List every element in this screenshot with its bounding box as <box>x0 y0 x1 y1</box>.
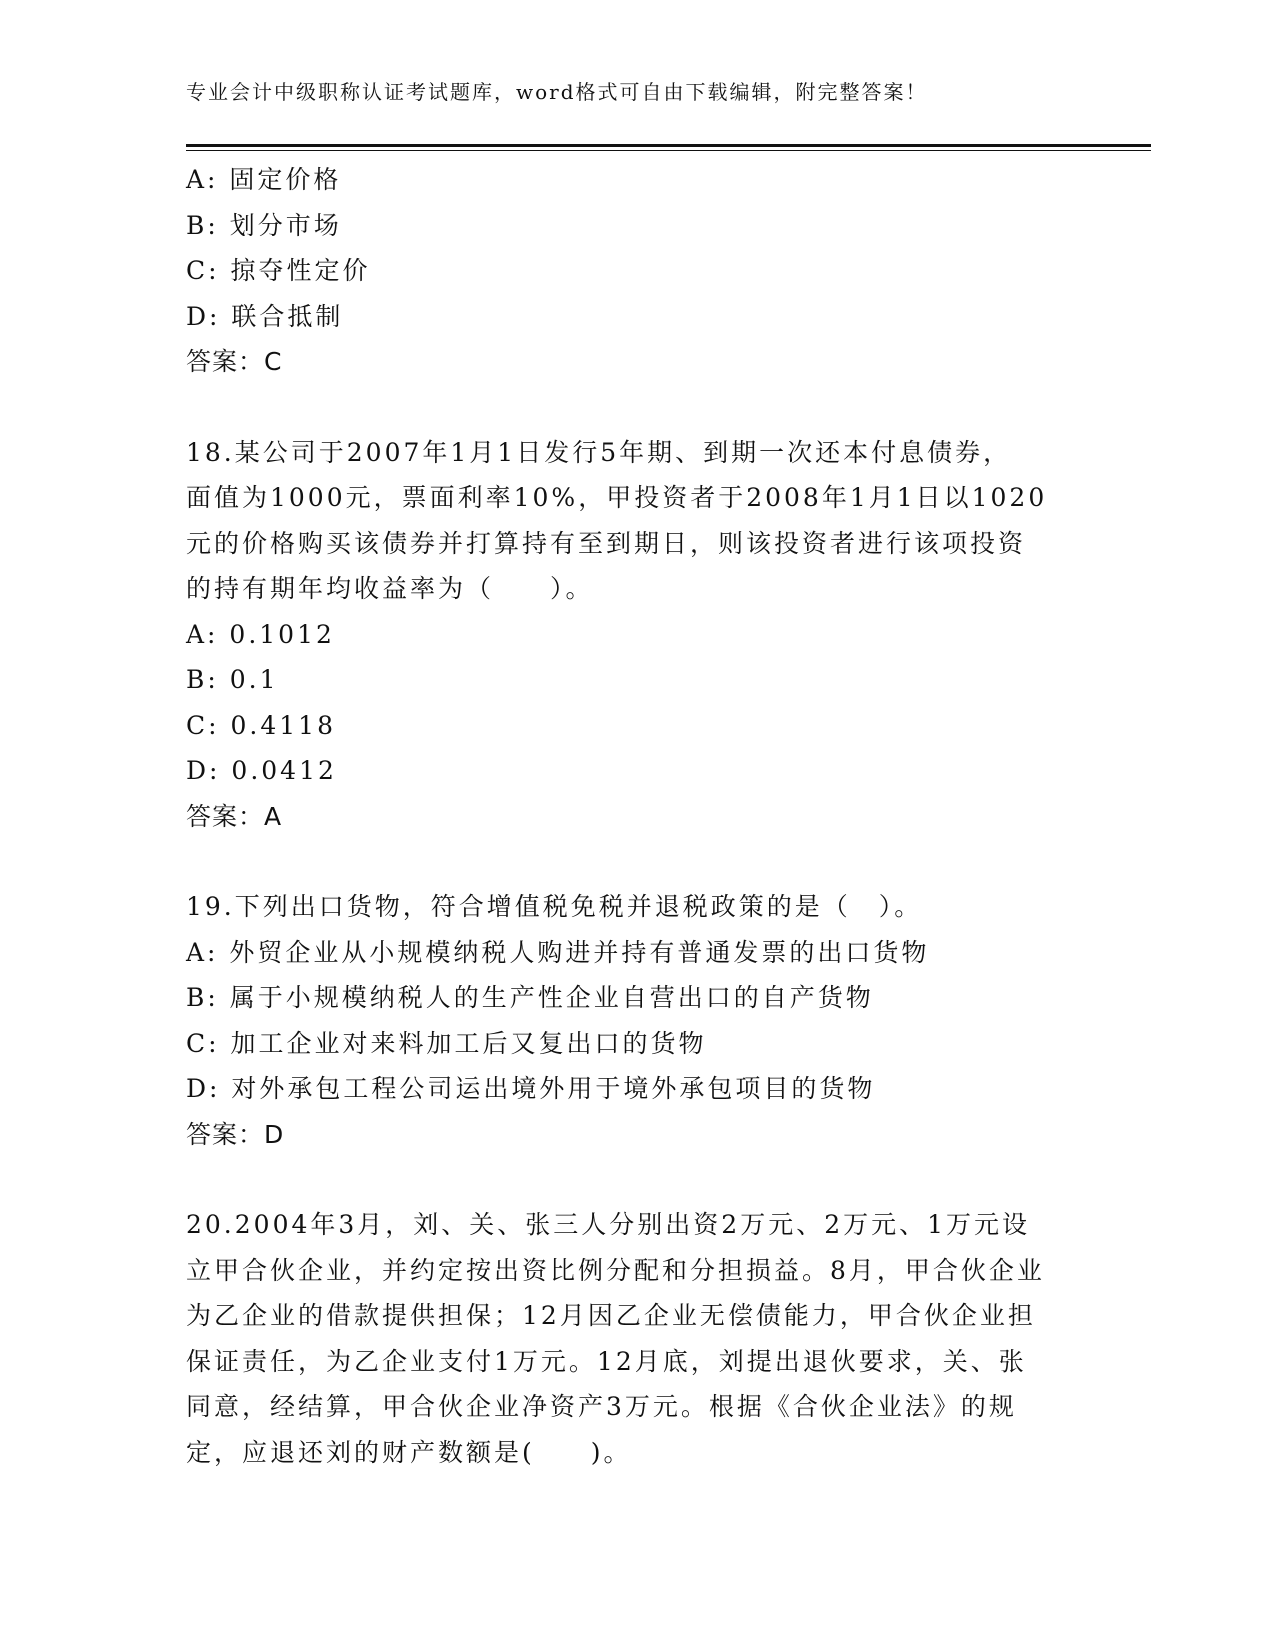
option-c: C: 0.4118 <box>186 710 336 740</box>
question-stem-line: 保证责任，为乙企业支付1万元。12月底，刘提出退伙要求，关、张 <box>186 1346 1027 1376</box>
option-c: C: 加工企业对来料加工后又复出口的货物 <box>186 1028 707 1058</box>
question-19 <box>186 884 1086 1157</box>
question-stem-line: 19.下列出口货物，符合增值税免税并退税政策的是（ ）。 <box>186 892 923 921</box>
answer-line: 答案：D <box>186 1119 285 1149</box>
option-b: B: 划分市场 <box>186 210 342 240</box>
question-18 <box>186 430 1086 840</box>
question-content <box>186 157 1086 1475</box>
option-a: A: 外贸企业从小规模纳税人购进并持有普通发票的出口货物 <box>186 937 930 967</box>
option-a: A: 0.1012 <box>186 619 335 649</box>
question-17 <box>186 157 1086 385</box>
question-20 <box>186 1202 1086 1475</box>
header-rule-thick <box>186 144 1151 147</box>
option-c: C: 掠夺性定价 <box>186 256 371 285</box>
spacer <box>186 385 1086 430</box>
option-b: B: 0.1 <box>186 665 279 694</box>
question-stem-line: 同意，经结算，甲合伙企业净资产3万元。根据《合伙企业法》的规 <box>186 1392 1017 1421</box>
question-stem-line: 20.2004年3月，刘、关、张三人分别出资2万元、2万元、1万元设 <box>186 1210 1031 1239</box>
question-stem-line: 的持有期年均收益率为（ ）。 <box>186 574 594 603</box>
spacer <box>186 839 1086 884</box>
option-d: D: 对外承包工程公司运出境外用于境外承包项目的货物 <box>186 1074 876 1103</box>
option-d: D: 0.0412 <box>186 756 337 785</box>
question-stem-line: 为乙企业的借款提供担保；12月因乙企业无偿债能力，甲合伙企业担 <box>186 1301 1036 1330</box>
option-a: A: 固定价格 <box>186 165 342 194</box>
question-stem-line: 18.某公司于2007年1月1日发行5年期、到期一次还本付息债券， <box>186 437 1012 467</box>
question-stem-line: 面值为1000元，票面利率10%，甲投资者于2008年1月1日以1020 <box>186 483 1048 512</box>
question-stem-line: 立甲合伙企业，并约定按出资比例分配和分担损益。8月，甲合伙企业 <box>186 1255 1045 1285</box>
header-rule-thin <box>186 150 1151 151</box>
answer-line: 答案：C <box>186 347 283 376</box>
page-header: 专业会计中级职称认证考试题库，word格式可自由下载编辑，附完整答案！ <box>186 80 928 104</box>
question-stem-line: 定，应退还刘的财产数额是( )。 <box>186 1437 632 1467</box>
option-b: B: 属于小规模纳税人的生产性企业自营出口的自产货物 <box>186 983 874 1012</box>
spacer <box>186 1157 1086 1202</box>
answer-line: 答案：A <box>186 801 283 831</box>
option-d: D: 联合抵制 <box>186 301 344 331</box>
question-stem-line: 元的价格购买该债券并打算持有至到期日，则该投资者进行该项投资 <box>186 528 1027 558</box>
